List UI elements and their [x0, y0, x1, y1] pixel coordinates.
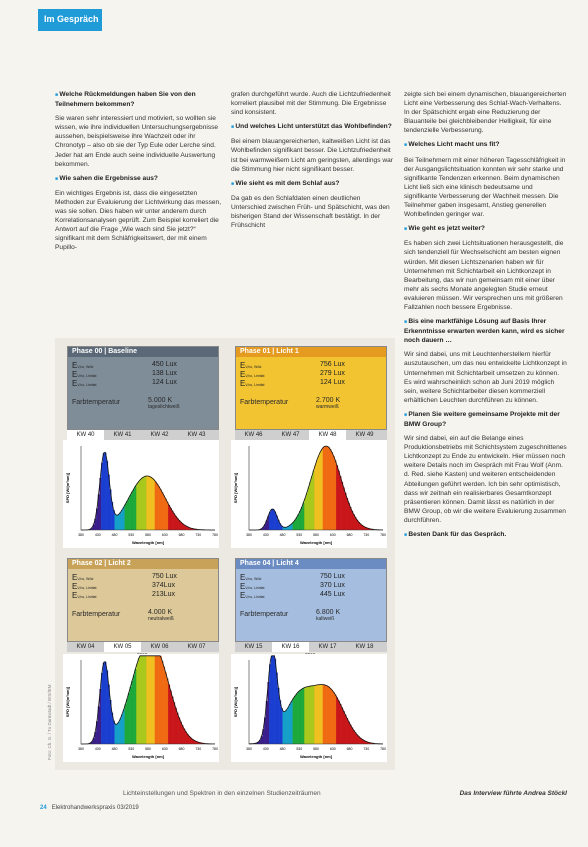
- e-symbol: E: [240, 582, 246, 591]
- e-symbol: E: [240, 591, 246, 600]
- illuminance-value: 445 Lux: [320, 591, 345, 598]
- x-tick-label: 680: [346, 533, 353, 537]
- illuminance-value: 374Lux: [152, 582, 175, 589]
- color-temperature-name: tageslichtweiß: [148, 404, 180, 410]
- e-symbol: E: [240, 361, 246, 370]
- spectrum-chart: [63, 440, 219, 548]
- color-temperature-name: warmweiß: [316, 404, 339, 410]
- e-subscript: V,ho, Limitat: [77, 595, 97, 599]
- phase-values: [68, 569, 218, 641]
- page-number: 24: [40, 805, 47, 811]
- x-tick-label: 380: [78, 533, 84, 537]
- question-3: ■ Und welches Licht unterstützt das Wohlbefinden?: [231, 122, 396, 132]
- x-tick-label: [179, 533, 185, 537]
- e-subscript: V,ho, Limitat: [245, 383, 265, 387]
- week-row: [235, 430, 387, 440]
- x-tick-label: [78, 533, 84, 537]
- color-temperature-value: [148, 397, 180, 411]
- illuminance-label: [72, 582, 96, 591]
- answer-6: Es haben sich zwei Lichtsituationen herausgestellt, die sich tendenziell für Wechselschicht am besten eignen würden. Mit diesen Lichtszenarien haben wir für Unternehmen mit Schichtarbeit ein Lichtkonzept in Bearbeitung, das wir nun gemeinsam mit einer über mehr als sechs Monate angelegten Studie erneut evaluieren müssen. Wir versprechen uns mit größeren Fallzahlen noch bessere Ergebnisse.: [404, 240, 564, 311]
- e-subscript: V,ho, Limitat: [77, 383, 97, 387]
- illuminance-label: [240, 591, 264, 600]
- y-axis-label: [65, 472, 70, 503]
- section-tab: [38, 9, 102, 31]
- color-temperature-label: Farbtemperatur: [240, 611, 289, 618]
- e-symbol: E: [72, 582, 78, 591]
- x-tick-label: 580: [313, 747, 319, 751]
- question-7: ■ Bis eine marktfähige Lösung auf Basis Ihrer Erkenntnisse erwarten werden kann, wird es sicher noch dauern …: [404, 317, 567, 345]
- week-label: KW 05: [104, 642, 141, 652]
- x-tick-label: [145, 533, 151, 537]
- question-1: ■ Welche Rückmeldungen haben Sie von den Teilnehmern bekommen?: [55, 90, 223, 109]
- y-axis-label: SPD [W/(m²nm)]: [233, 686, 238, 718]
- x-tick-label: 530: [296, 747, 303, 751]
- color-temperature-label: Farbtemperatur: [72, 399, 121, 406]
- week-label: KW 17: [318, 644, 337, 650]
- week-label: KW 07: [187, 644, 206, 650]
- phase-title: Phase 01 | Licht 1: [236, 347, 386, 357]
- illuminance-value: 750 Lux: [320, 573, 345, 580]
- x-tick-label: 780: [380, 747, 386, 751]
- color-temperature-kelvin: 4.000 K: [148, 609, 173, 616]
- answer-4: Da gab es den Schlafdaten einen deutlichen Unterschied zwischen Früh- und Spätschicht, was den bisherigen Stand der Wissenschaft bestätigt. In der Frühschicht: [231, 194, 390, 230]
- week-label: KW 40: [67, 430, 104, 440]
- answer-7: Wir sind dabei, uns mit Leuchtenherstellern hierfür auszutauschen, um das neu entwickelte Lichtkonzept in Unternehmen mit Schichtarbeit umsetzen zu können. Es wird wahrscheinlich schon ab Juni 2019 möglich sein, weitere Schichtarbeiter diesen kommerziell erhältlichen Leuchten durchführen zu können.: [404, 351, 567, 404]
- x-tick-label: 480: [279, 747, 286, 751]
- color-temperature-kelvin: 6.800 K: [316, 609, 341, 616]
- color-temperature-value: [316, 397, 340, 411]
- illuminance-label: [72, 370, 96, 379]
- text-column-3: [404, 90, 567, 545]
- illuminance-label: [240, 361, 261, 370]
- text-column-2: [231, 90, 396, 235]
- phase-title: Phase 04 | Licht 4: [236, 559, 386, 569]
- illuminance-value: 370 Lux: [320, 582, 345, 589]
- answer-3: Bei einem blauangereicherten, kaltweißen Licht ist das Wohlbefinden signifikant besser. Die Lichtzufriedenheit ist bei warmweißem Licht am geringsten, allerdings war die Stimmung hier nicht signifikant besser.: [231, 138, 393, 173]
- x-tick-label: 730: [363, 533, 370, 537]
- x-tick-label: 680: [178, 533, 185, 537]
- magazine-name: Elektrohandwerkspraxis 03/2019: [51, 805, 139, 811]
- page-footer: [40, 805, 139, 811]
- e-subscript: V,ho, Limitat: [245, 586, 265, 590]
- week-label: KW 48: [309, 430, 346, 440]
- week-row: [67, 430, 219, 440]
- e-symbol: E: [72, 591, 78, 600]
- x-tick-label: 580: [313, 533, 319, 537]
- week-label: KW 18: [355, 644, 374, 650]
- phase-panel: [67, 346, 219, 430]
- answer-8: Wir sind dabei, ein auf die Belange eines Produktionsbetriebs mit Schichtsystem zugeschnittenes Lichtkonzept zu Ende zu entwickeln. Hier müssen noch weitere Details noch im Gespräch mit Frau Wolf (Anm. d. Red. siehe Kasten) und weiteren entscheidenden Abteilungen geführt werden. Ich bin sehr optimistisch, dass wir zeitnah ein realisierbares Gesamtkonzept präsentieren können. Damit lässt es natürlich in der BMW Group, ob wir die weitere Evaluierung zusammen durchführen.: [404, 435, 567, 524]
- x-tick-label: 430: [94, 533, 101, 537]
- week-row: [67, 642, 219, 652]
- text-column-1: [55, 90, 223, 258]
- closing-remark: ■ Besten Dank für das Gespräch.: [404, 530, 567, 540]
- week-label: KW 46: [244, 432, 263, 438]
- illuminance-label: [240, 379, 264, 388]
- e-symbol: E: [240, 379, 246, 388]
- phase-values: [236, 569, 386, 641]
- illuminance-value: 124 Lux: [320, 379, 345, 386]
- figure-credit: Foto: Ch. G. / Tu Darmstadt / IES/IEM: [47, 684, 52, 760]
- illuminance-label: [72, 361, 93, 370]
- e-symbol: E: [72, 370, 78, 379]
- phase-values: [236, 357, 386, 429]
- answer-2-continued: grafen durchgeführt wurde. Auch die Lichtzufriedenheit korreliert plausibel mit der Stimmung. Die Ergebnisse sind konsistent.: [231, 91, 391, 117]
- e-subscript: V,ho, Limitat: [245, 374, 265, 378]
- e-symbol: E: [72, 379, 78, 388]
- phase-title: Phase 02 | Licht 2: [68, 559, 218, 569]
- e-subscript: V,ho, Wöd: [245, 577, 262, 581]
- color-temperature-kelvin: 2.700 K: [316, 397, 341, 404]
- question-2: ■ Wie sahen die Ergebnisse aus?: [55, 174, 223, 184]
- illuminance-label: [240, 370, 264, 379]
- phase-panel: [235, 558, 387, 642]
- x-tick-label: 630: [161, 533, 168, 537]
- x-tick-label: 530: [128, 533, 135, 537]
- phase-title: Phase 00 | Baseline: [68, 347, 218, 357]
- x-tick-label: 580: [145, 533, 151, 537]
- e-symbol: E: [240, 573, 246, 582]
- answer-2: Ein wichtiges Ergebnis ist, dass die eingesetzten Methoden zur Evaluierung der Lichtwirkung das messen, was sie sollen. Dies haben wir unter anderem durch Korrelationsanalysen geprüft. Zum Beispiel korreliert die Antwort auf die Frage „Wie wach sind Sie jetzt?“ signifikant mit dem Schläfrigkeitswert, der mit einem Pupillo-: [55, 189, 222, 252]
- answer-5: Bei Teilnehmern mit einer höheren Tagesschläfrigkeit in der Ausgangslichtsituation konnten wir sehr starke und signifikante Tendenzen erkennen. Beim dynamischen Licht ließ sich eine klinisch bedeutsame und signifikante Verbesserung der Wachheit messen. Die Teilnehmer gaben insgesamt, Anstieg generellen Wohlbefinden geringer war.: [404, 156, 566, 219]
- x-tick-label: 480: [111, 533, 118, 537]
- x-tick-label: [212, 533, 218, 537]
- e-subscript: V,ho, Limitat: [245, 595, 265, 599]
- figure-caption: Lichteinstellungen und Spektren in den einzelnen Studienzeiträumen: [123, 790, 321, 797]
- x-tick-label: [112, 533, 118, 537]
- x-tick-label: 530: [296, 533, 303, 537]
- phase-panel: [67, 558, 219, 642]
- x-tick-label: 630: [329, 533, 336, 537]
- e-symbol: E: [240, 370, 246, 379]
- x-tick-label: [95, 533, 101, 537]
- answer-1: Sie waren sehr interessiert und motiviert, so wollten sie wissen, wie ihre individuellen Untersuchungsergebnisse aussehen, beispielsweise ihre Wachzeit oder ihr Chronotyp – also ob sie der Typ Eule oder Lerche sind. Jeder hat am Ende auch seine individuelle Auswertung bekommen.: [55, 115, 219, 168]
- x-tick-label: 780: [380, 533, 386, 537]
- phase-panel: [235, 346, 387, 430]
- x-tick-label: 480: [279, 533, 286, 537]
- week-label: KW 41: [113, 432, 132, 438]
- x-tick-label: [195, 533, 201, 537]
- illuminance-value: 213Lux: [152, 591, 175, 598]
- illuminance-label: [240, 573, 261, 582]
- e-subscript: V,ho, Wöd: [77, 365, 94, 369]
- illuminance-value: 279 Lux: [320, 370, 345, 377]
- e-subscript: V,ho, Limitat: [77, 586, 97, 590]
- answer-4-continued: zeigte sich bei einem dynamischen, blauangereicherten Licht eine Verbesserung des Schlaf-Wach-Verhaltens. In der Spätschicht ergab eine Reduzierung der Blauanteile bei gleichbleibender Helligkeit, für eine tendenzielle Verbesserung.: [404, 91, 567, 135]
- illuminance-value: 450 Lux: [152, 361, 177, 368]
- illuminance-label: [72, 573, 93, 582]
- color-temperature-kelvin: 5.000 K: [148, 397, 173, 404]
- illuminance-label: [72, 591, 96, 600]
- week-label: KW 06: [150, 644, 169, 650]
- x-tick-label: 730: [363, 747, 370, 751]
- x-tick-label: 380: [246, 747, 252, 751]
- question-4: ■ Wie sieht es mit dem Schlaf aus?: [231, 179, 396, 189]
- e-symbol: E: [72, 361, 78, 370]
- spectrum-chart: [65, 654, 387, 762]
- color-temperature-value: [148, 609, 174, 623]
- question-8: ■ Planen Sie weitere gemeinsame Projekte mit der BMW Group?: [404, 410, 567, 429]
- x-tick-label: 630: [329, 747, 336, 751]
- spectrum-svg: [63, 440, 219, 548]
- e-symbol: E: [72, 573, 78, 582]
- x-axis-label: Wavelength [nm]: [299, 540, 333, 545]
- e-subscript: V,ho, Wöd: [245, 365, 262, 369]
- illuminance-value: 138 Lux: [152, 370, 177, 377]
- x-tick-label: 730: [195, 533, 202, 537]
- week-label: KW 49: [355, 432, 374, 438]
- color-temperature-name: kaltweiß: [316, 616, 335, 622]
- question-5: ■ Welches Licht macht uns fit?: [404, 140, 567, 150]
- x-axis-label: Wavelength [nm]: [131, 540, 165, 545]
- week-label: KW 47: [281, 432, 300, 438]
- x-tick-label: 430: [262, 533, 269, 537]
- x-tick-label: [162, 533, 168, 537]
- question-6: ■ Wie geht es jetzt weiter?: [404, 224, 567, 234]
- spectrum-svg: [65, 654, 387, 762]
- color-temperature-value: [316, 609, 340, 623]
- color-temperature-label: Farbtemperatur: [240, 399, 289, 406]
- y-axis-label: SPD [W/(m²nm)]: [65, 472, 70, 504]
- color-temperature-name: neutralweiß: [148, 616, 174, 622]
- illuminance-label: [240, 582, 264, 591]
- week-label: KW 16: [272, 642, 309, 652]
- week-label: KW 04: [76, 644, 95, 650]
- x-tick-label: 380: [246, 533, 252, 537]
- y-axis-label: SPD [W/(m²nm)]: [233, 472, 238, 504]
- section-tab-label: Im Gespräch: [44, 14, 99, 24]
- x-tick-label: 780: [212, 533, 218, 537]
- x-tick-label: 680: [346, 747, 353, 751]
- x-axis-label: [132, 540, 165, 545]
- illuminance-label: [72, 379, 96, 388]
- e-subscript: V,ho, Limitat: [77, 374, 97, 378]
- illuminance-value: 756 Lux: [320, 361, 345, 368]
- x-axis-label: Wavelength [nm]: [299, 754, 333, 759]
- week-label: KW 42: [150, 432, 169, 438]
- x-tick-label: 430: [262, 747, 269, 751]
- week-row: [235, 642, 387, 652]
- light-phases-figure: [55, 338, 395, 770]
- color-temperature-label: Farbtemperatur: [72, 611, 121, 618]
- illuminance-value: 124 Lux: [152, 379, 177, 386]
- x-tick-label: [128, 533, 134, 537]
- interview-credit: Das Interview führte Andrea Stöckl: [459, 790, 567, 797]
- phase-values: [68, 357, 218, 429]
- week-label: KW 15: [244, 644, 263, 650]
- illuminance-value: 750 Lux: [152, 573, 177, 580]
- week-label: KW 43: [187, 432, 206, 438]
- e-subscript: V,ho, Wöd: [77, 577, 94, 581]
